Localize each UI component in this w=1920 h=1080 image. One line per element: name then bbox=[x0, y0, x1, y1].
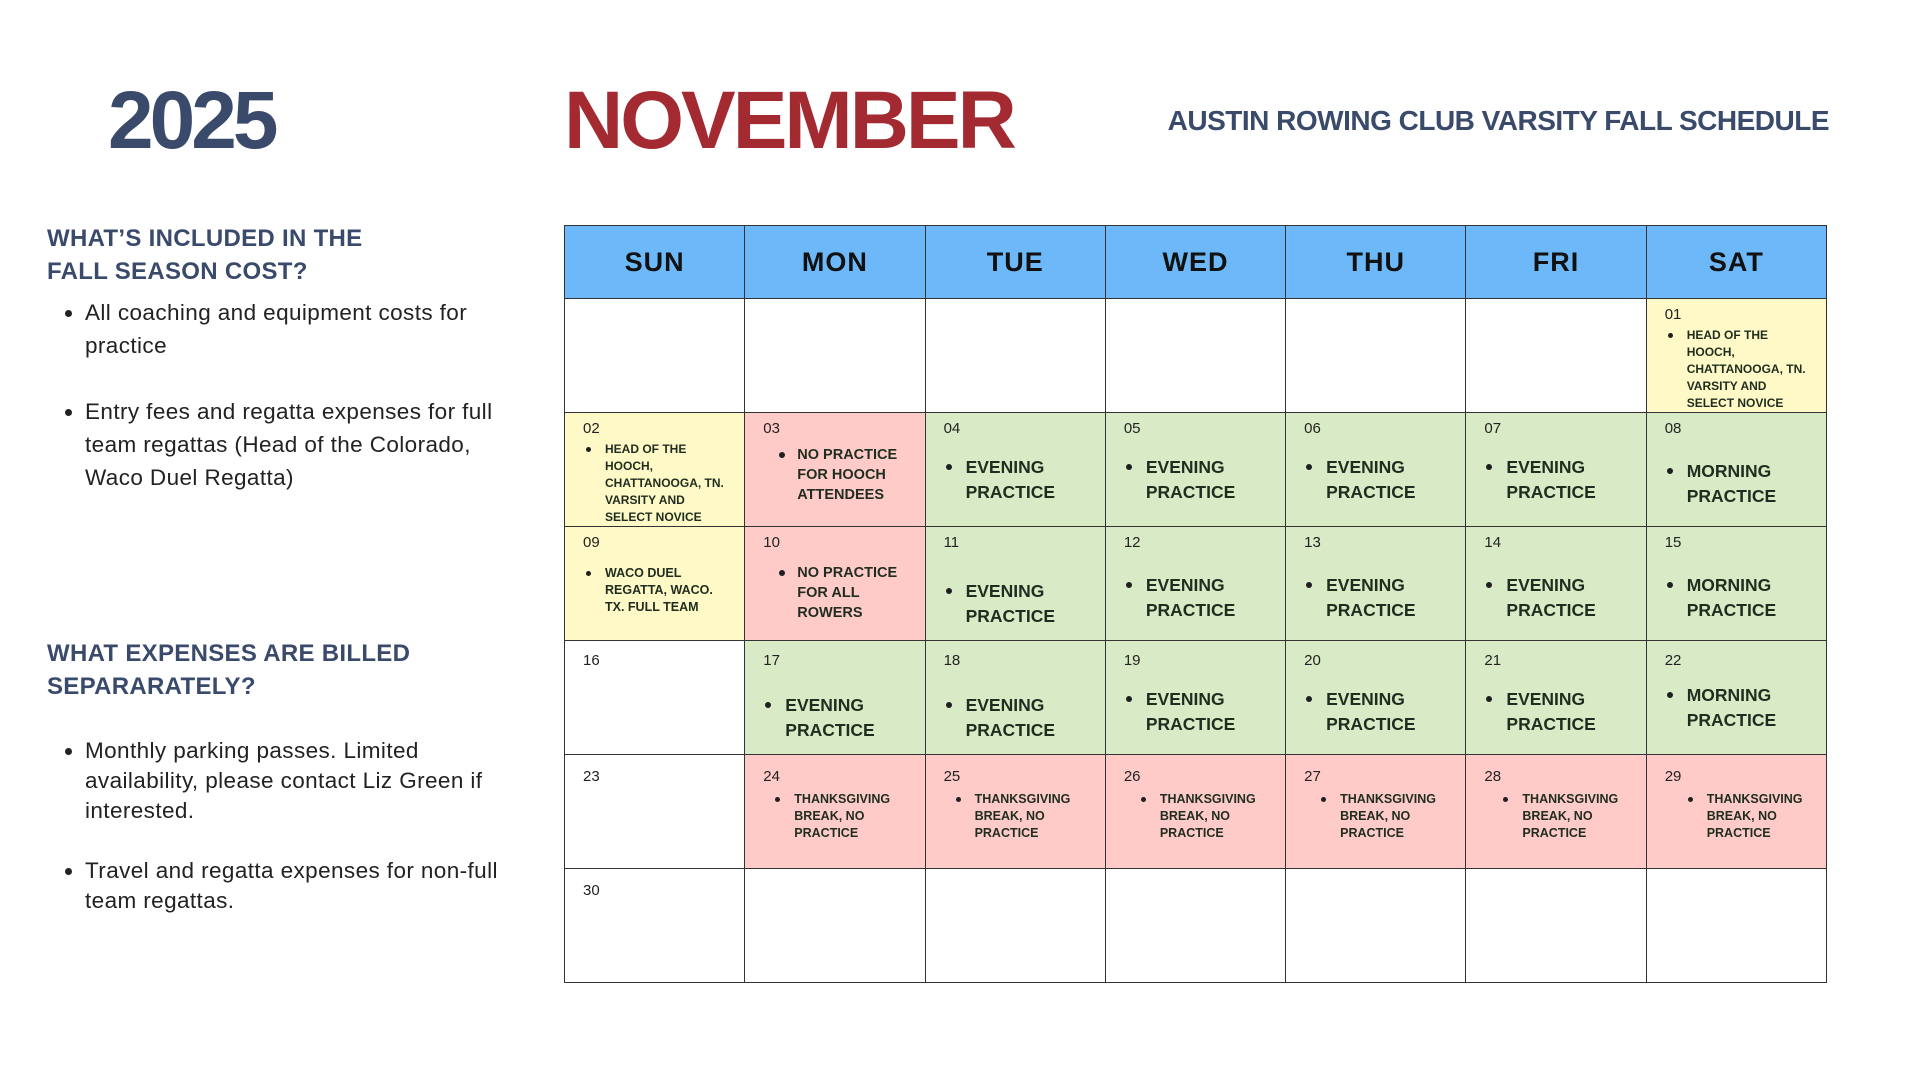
calendar-day-holiday bbox=[1286, 755, 1466, 869]
day-events bbox=[1466, 785, 1645, 842]
event-item: THANKSGIVING BREAK, NO PRACTICE bbox=[975, 791, 1095, 842]
event-item: EVENING PRACTICE bbox=[1506, 687, 1639, 737]
day-events bbox=[1106, 785, 1285, 842]
day-number: 22 bbox=[1664, 652, 1682, 669]
calendar-day-practice bbox=[925, 641, 1105, 755]
calendar-day-no-practice bbox=[745, 527, 925, 641]
day-number: 29 bbox=[1664, 768, 1682, 785]
day-number: 12 bbox=[1123, 534, 1141, 551]
billed-expenses-section bbox=[47, 637, 507, 916]
day-number: 17 bbox=[763, 652, 780, 669]
calendar-day-regatta bbox=[1646, 299, 1826, 413]
day-events bbox=[1106, 437, 1285, 505]
billed-expenses-list bbox=[47, 736, 507, 916]
day-number: 06 bbox=[1304, 420, 1321, 437]
day-events bbox=[926, 785, 1105, 842]
event-item: EVENING PRACTICE bbox=[1146, 455, 1279, 505]
day-number: 05 bbox=[1123, 420, 1141, 437]
calendar-day-empty bbox=[745, 299, 925, 413]
month-title: NOVEMBER bbox=[564, 75, 1014, 166]
calendar-day bbox=[565, 641, 745, 755]
calendar-day-empty bbox=[1286, 299, 1466, 413]
calendar-week-row bbox=[565, 755, 1827, 869]
event-item: EVENING PRACTICE bbox=[1326, 455, 1459, 505]
event-item: HEAD OF THE HOOCH, CHATTANOOGA, TN. VARSITY AND SELECT NOVICE bbox=[605, 441, 734, 526]
day-events bbox=[1286, 669, 1465, 737]
calendar-day-empty bbox=[925, 869, 1105, 983]
included-item: • All coaching and equipment costs for practice bbox=[85, 296, 507, 362]
calendar-day-practice bbox=[925, 413, 1105, 527]
calendar-day-holiday bbox=[925, 755, 1105, 869]
event-item: THANKSGIVING BREAK, NO PRACTICE bbox=[1522, 791, 1635, 842]
weekday-header-sat: SAT bbox=[1646, 226, 1826, 299]
calendar-day-practice bbox=[1466, 641, 1646, 755]
day-events bbox=[1286, 785, 1465, 842]
day-number: 21 bbox=[1484, 652, 1502, 669]
calendar-day-empty bbox=[1466, 869, 1646, 983]
billed-item: • Monthly parking passes. Limited availability, please contact Liz Green if interested. bbox=[85, 736, 507, 826]
event-item: EVENING PRACTICE bbox=[1506, 573, 1639, 623]
calendar-day-empty bbox=[745, 869, 925, 983]
weekday-header-tue: TUE bbox=[925, 226, 1105, 299]
day-number: 23 bbox=[583, 768, 600, 785]
included-costs-list bbox=[47, 296, 507, 494]
weekday-header-mon: MON bbox=[745, 226, 925, 299]
day-events bbox=[1647, 437, 1826, 509]
day-number: 20 bbox=[1304, 652, 1321, 669]
event-item: THANKSGIVING BREAK, NO PRACTICE bbox=[1340, 791, 1455, 842]
event-item: NO PRACTICE FOR ALL ROWERS bbox=[797, 563, 918, 623]
calendar-day-practice bbox=[1286, 527, 1466, 641]
day-events bbox=[1466, 669, 1645, 737]
calendar-day-practice bbox=[1105, 527, 1285, 641]
calendar-day-practice bbox=[1105, 641, 1285, 755]
day-events bbox=[1647, 669, 1826, 733]
event-item: EVENING PRACTICE bbox=[966, 579, 1099, 629]
day-number: 01 bbox=[1664, 306, 1682, 323]
calendar-day-practice bbox=[1646, 527, 1826, 641]
calendar-day-practice bbox=[1646, 641, 1826, 755]
weekday-header-wed: WED bbox=[1105, 226, 1285, 299]
calendar-day-practice bbox=[1286, 641, 1466, 755]
weekday-header-thu: THU bbox=[1286, 226, 1466, 299]
calendar-week-row bbox=[565, 527, 1827, 641]
day-events bbox=[745, 785, 924, 842]
calendar-day-empty bbox=[1105, 869, 1285, 983]
schedule-subtitle: AUSTIN ROWING CLUB VARSITY FALL SCHEDULE bbox=[1167, 105, 1829, 136]
event-item: EVENING PRACTICE bbox=[1326, 573, 1459, 623]
weekday-header-row bbox=[565, 226, 1827, 299]
calendar-day-no-practice bbox=[745, 413, 925, 527]
calendar-day-practice bbox=[1646, 413, 1826, 527]
calendar-day-empty bbox=[1646, 869, 1826, 983]
calendar-day-practice bbox=[925, 527, 1105, 641]
day-number: 02 bbox=[583, 420, 600, 437]
day-events bbox=[565, 437, 744, 526]
included-costs-section bbox=[47, 222, 507, 494]
day-events bbox=[1286, 437, 1465, 505]
billed-heading-line2: SEPARARATELY? bbox=[47, 673, 256, 700]
calendar-day-practice bbox=[745, 641, 925, 755]
day-events bbox=[1106, 551, 1285, 623]
calendar-day bbox=[565, 755, 745, 869]
calendar-day-practice bbox=[1105, 413, 1285, 527]
calendar-day-empty bbox=[925, 299, 1105, 413]
event-item: HEAD OF THE HOOCH, CHATTANOOGA, TN. VARSITY AND SELECT NOVICE bbox=[1687, 327, 1816, 412]
event-item: EVENING PRACTICE bbox=[966, 693, 1099, 743]
event-item: MORNING PRACTICE bbox=[1687, 683, 1820, 733]
calendar-day-regatta bbox=[565, 527, 745, 641]
calendar-day-holiday bbox=[1105, 755, 1285, 869]
calendar-day-empty bbox=[1466, 299, 1646, 413]
calendar-day-holiday bbox=[745, 755, 925, 869]
day-number: 18 bbox=[943, 652, 961, 669]
day-events bbox=[745, 551, 924, 623]
calendar-day-regatta bbox=[565, 413, 745, 527]
calendar-grid bbox=[564, 225, 1827, 983]
day-events bbox=[1647, 785, 1826, 842]
event-item: EVENING PRACTICE bbox=[1146, 573, 1279, 623]
calendar-week-row bbox=[565, 413, 1827, 527]
included-costs-heading bbox=[47, 222, 507, 288]
event-item: MORNING PRACTICE bbox=[1687, 573, 1820, 623]
calendar-day-holiday bbox=[1466, 755, 1646, 869]
day-number: 09 bbox=[583, 534, 600, 551]
day-events bbox=[1647, 323, 1826, 412]
day-events bbox=[926, 669, 1105, 743]
day-number: 24 bbox=[763, 768, 780, 785]
weekday-header-fri: FRI bbox=[1466, 226, 1646, 299]
day-number: 08 bbox=[1664, 420, 1682, 437]
day-number: 07 bbox=[1484, 420, 1502, 437]
day-number: 30 bbox=[583, 882, 600, 899]
year-title: 2025 bbox=[108, 75, 275, 166]
day-events bbox=[926, 437, 1105, 505]
calendar-day-empty bbox=[1105, 299, 1285, 413]
day-number: 16 bbox=[583, 652, 600, 669]
day-number: 19 bbox=[1123, 652, 1141, 669]
day-number: 14 bbox=[1484, 534, 1502, 551]
day-events bbox=[926, 551, 1105, 629]
day-number: 04 bbox=[943, 420, 961, 437]
day-events bbox=[1466, 437, 1645, 505]
billed-heading-line1: WHAT EXPENSES ARE BILLED bbox=[47, 640, 411, 667]
billed-expenses-heading bbox=[47, 637, 507, 703]
day-number: 27 bbox=[1304, 768, 1321, 785]
day-number: 13 bbox=[1304, 534, 1321, 551]
weekday-header-sun: SUN bbox=[565, 226, 745, 299]
event-item: EVENING PRACTICE bbox=[785, 693, 918, 743]
calendar-day-practice bbox=[1466, 527, 1646, 641]
day-number: 11 bbox=[943, 534, 960, 551]
event-item: EVENING PRACTICE bbox=[1326, 687, 1459, 737]
day-number: 25 bbox=[943, 768, 961, 785]
billed-item: • Travel and regatta expenses for non-full team regattas. bbox=[85, 856, 507, 916]
event-item: EVENING PRACTICE bbox=[966, 455, 1099, 505]
day-number: 03 bbox=[763, 420, 780, 437]
day-number: 26 bbox=[1123, 768, 1141, 785]
calendar-week-row bbox=[565, 869, 1827, 983]
calendar-week-row bbox=[565, 299, 1827, 413]
day-number: 28 bbox=[1484, 768, 1502, 785]
calendar-day-practice bbox=[1286, 413, 1466, 527]
event-item: THANKSGIVING BREAK, NO PRACTICE bbox=[794, 791, 914, 842]
included-heading-line1: WHAT’S INCLUDED IN THE bbox=[47, 225, 363, 252]
calendar-day-empty bbox=[1286, 869, 1466, 983]
day-events bbox=[745, 669, 924, 743]
day-events bbox=[1466, 551, 1645, 623]
event-item: EVENING PRACTICE bbox=[1506, 455, 1639, 505]
event-item: THANKSGIVING BREAK, NO PRACTICE bbox=[1707, 791, 1816, 842]
calendar-day bbox=[565, 869, 745, 983]
day-number: 10 bbox=[763, 534, 780, 551]
day-events bbox=[745, 437, 924, 505]
day-events bbox=[1647, 551, 1826, 623]
event-item: EVENING PRACTICE bbox=[1146, 687, 1279, 737]
calendar-day-practice bbox=[1466, 413, 1646, 527]
day-events bbox=[1286, 551, 1465, 623]
calendar-day-holiday bbox=[1646, 755, 1826, 869]
day-events bbox=[1106, 669, 1285, 737]
calendar-week-row bbox=[565, 641, 1827, 755]
included-heading-line2: FALL SEASON COST? bbox=[47, 258, 308, 285]
day-events bbox=[565, 551, 744, 616]
event-item: THANKSGIVING BREAK, NO PRACTICE bbox=[1160, 791, 1275, 842]
event-item: WACO DUEL REGATTA, WACO. TX. FULL TEAM bbox=[605, 565, 734, 616]
day-number: 15 bbox=[1664, 534, 1682, 551]
event-item: NO PRACTICE FOR HOOCH ATTENDEES bbox=[797, 445, 918, 505]
event-item: MORNING PRACTICE bbox=[1687, 459, 1820, 509]
calendar-day-empty bbox=[565, 299, 745, 413]
included-item: • Entry fees and regatta expenses for full team regattas (Head of the Colorado, Waco Duel Regatta) bbox=[85, 395, 507, 494]
